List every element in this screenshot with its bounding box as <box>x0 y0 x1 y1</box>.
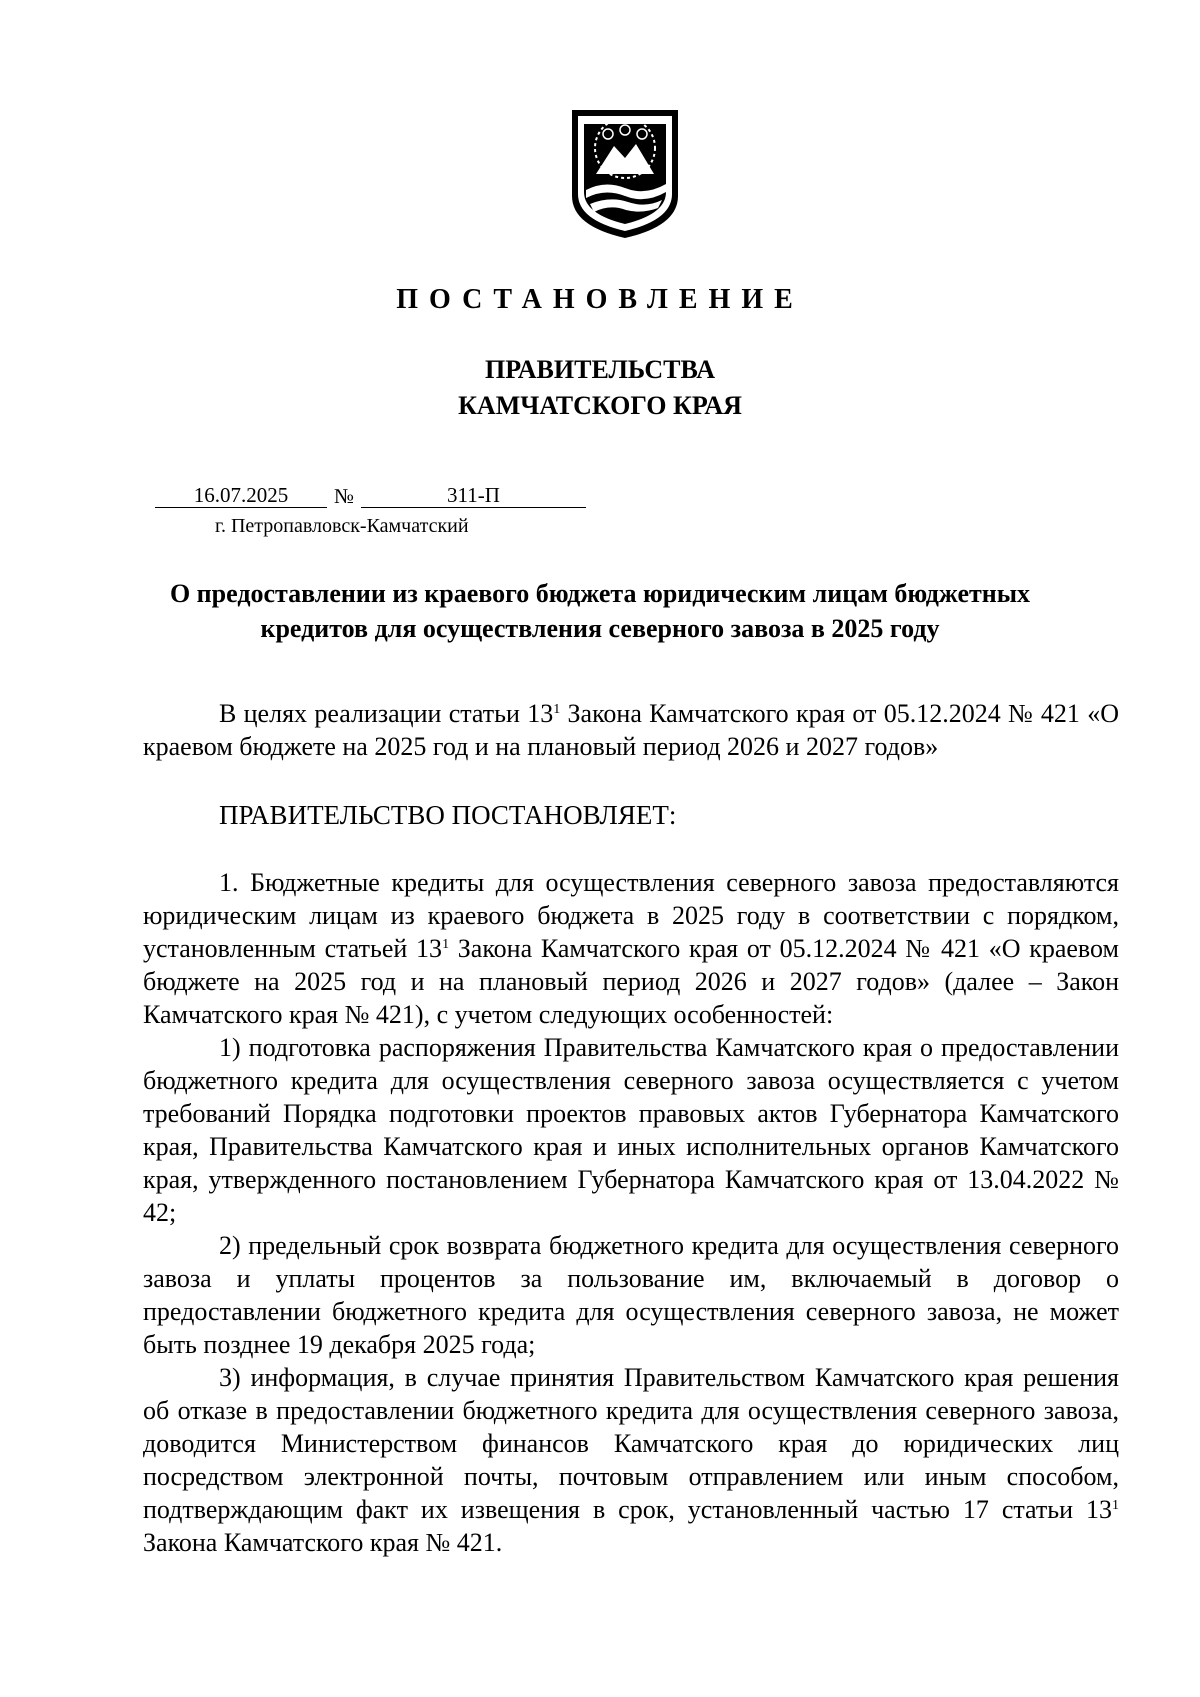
preamble-paragraph: В целях реализации статьи $13^1$ Закона Камчатского края от 05.12.2024 № 421 «О краевом бюджете на 2025 год и на плановый период 2026 и 2027 годов» <box>143 699 1119 761</box>
subitem-2-paragraph: 2) предельный срок возврата бюджетного кредита для осуществления северного завоза и уплаты процентов за пользование им, включаемый в договор о предоставлении бюджетного кредита для осуществления северного завоза, не может быть позднее 19 декабря 2025 года; <box>143 1231 1119 1359</box>
document-number: 311-П <box>361 483 586 508</box>
document-body <box>143 697 1119 1559</box>
number-sign: № <box>333 484 355 508</box>
item-1-paragraph: 1. Бюджетные кредиты для осуществления северного завоза предоставляются юридическим лицам из краевого бюджета в 2025 году в соответствии с порядком, установленным статьей $13^1$ Закона Камчатского края от 05.12.2024 № 421 «О краевом бюджете на 2025 год и на плановый период 2026 и 2027 годов» (далее – Закон Камчатского края № 421), с учетом следующих особенностей: <box>143 868 1119 1029</box>
kamchatka-coat-of-arms-icon <box>570 108 680 240</box>
subitem-1-paragraph: 1) подготовка распоряжения Правительства Камчатского края о предоставлении бюджетного кредита для осуществления северного завоза осуществляется с учетом требований Порядка подготовки проектов правовых актов Губернатора Камчатского края, Правительства Камчатского края и иных исполнительных органов Камчатского края, утвержденного постановлением Губернатора Камчатского края от 13.04.2022 № 42; <box>143 1033 1119 1227</box>
document-title: О предоставлении из краевого бюджета юридическим лицам бюджетных кредитов для осуществления северного завоза в 2025 году <box>169 579 1031 643</box>
document-requisites <box>155 484 586 508</box>
issuing-authority <box>0 352 1200 424</box>
document-type: ПОСТАНОВЛЕНИЕ <box>396 284 804 315</box>
document-date: 16.07.2025 <box>155 483 327 508</box>
authority-line-2: КАМЧАТСКОГО КРАЯ <box>458 391 742 420</box>
subitem-3-paragraph: 3) информация, в случае принятия Правительством Камчатского края решения об отказе в предоставлении бюджетного кредита для осуществления северного завоза, доводится Министерством финансов Камчатского края до юридических лиц посредством электронной почты, почтовым отправлением или иным способом, подтверждающим факт их извещения в срок, установленный частью 17 статьи $13^1$ Закона Камчатского края № 421. <box>143 1363 1119 1557</box>
decree-line: ПРАВИТЕЛЬСТВО ПОСТАНОВЛЯЕТ: <box>219 800 677 830</box>
authority-line-1: ПРАВИТЕЛЬСТВА <box>485 355 715 384</box>
document-city: г. Петропавловск-Камчатский <box>215 515 469 537</box>
